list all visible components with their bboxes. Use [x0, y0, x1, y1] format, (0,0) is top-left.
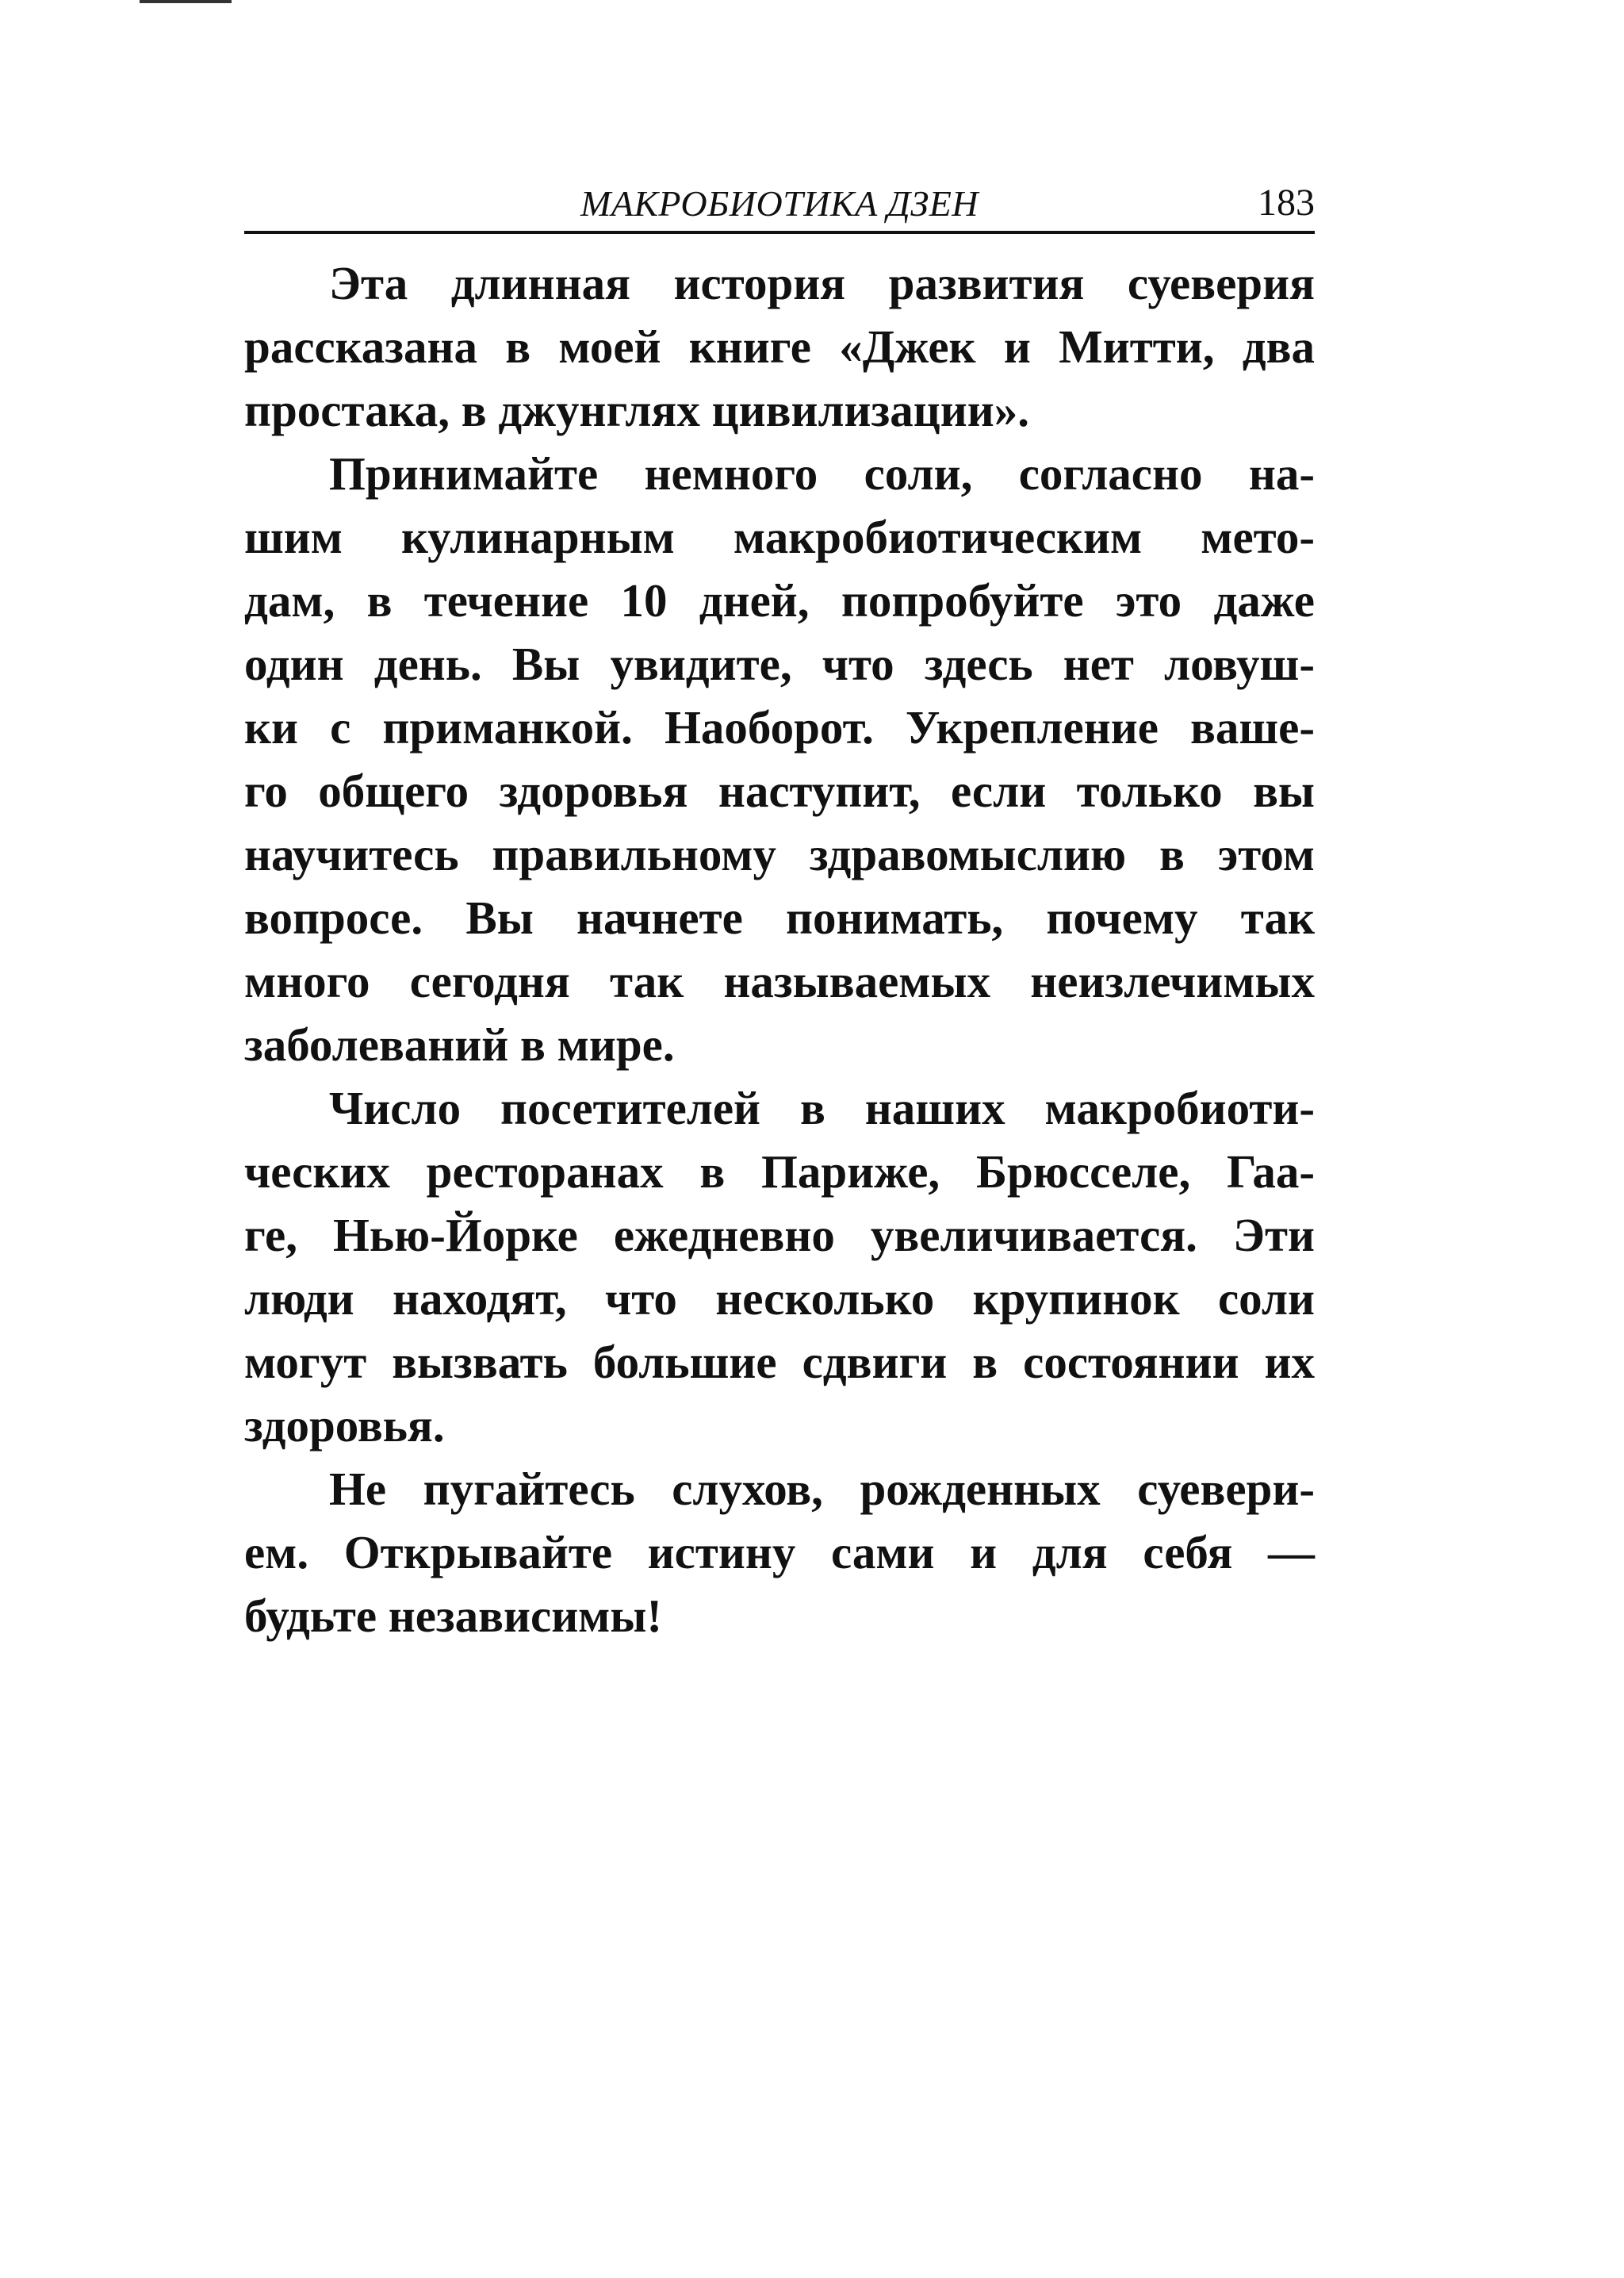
text-line: Не пугайтесь слухов, рожденных суевери-: [329, 1463, 1315, 1515]
scan-corner-mark: [140, 0, 232, 3]
body-text: [244, 251, 1315, 1647]
text-line: много сегодня так называемых неизлечимых: [244, 955, 1315, 1007]
text-line: научитесь правильному здравомыслию в этом: [244, 828, 1315, 880]
book-page: [244, 178, 1315, 1647]
text-line: рассказана в моей книге «Джек и Митти, два: [244, 320, 1315, 373]
paragraph-3: [244, 1076, 1315, 1457]
running-header: [244, 178, 1315, 234]
text-line: дам, в течение 10 дней, попробуйте это даже: [244, 574, 1315, 627]
page-number: 183: [1258, 182, 1315, 224]
text-line: Принимайте немного соли, согласно на-: [329, 447, 1315, 500]
text-line: заболеваний в мире.: [244, 1018, 675, 1071]
text-line: шим кулинарным макробиотическим мето-: [244, 511, 1315, 563]
text-line: могут вызвать большие сдвиги в состоянии их: [244, 1336, 1315, 1388]
text-line: простака, в джунглях цивилизации».: [244, 384, 1029, 436]
text-line: здоровья.: [244, 1399, 445, 1452]
paragraph-1: [244, 251, 1315, 442]
text-line: ки с приманкой. Наоборот. Укрепление ваше-: [244, 701, 1315, 754]
paragraph-2: [244, 442, 1315, 1076]
text-line: ем. Открывайте истину сами и для себя —: [244, 1526, 1315, 1578]
running-header-title: МАКРОБИОТИКА ДЗЕН: [580, 183, 979, 224]
text-line: люди находят, что несколько крупинок соли: [244, 1272, 1315, 1325]
paragraph-4: [244, 1457, 1315, 1647]
text-line: ге, Нью-Йорке ежедневно увеличивается. Эти: [244, 1209, 1315, 1261]
text-line: ческих ресторанах в Париже, Брюсселе, Гаа-: [244, 1145, 1315, 1198]
text-line: го общего здоровья наступит, если только вы: [244, 765, 1315, 817]
text-line: Число посетителей в наших макробиоти-: [329, 1082, 1315, 1134]
text-line: вопросе. Вы начнете понимать, почему так: [244, 892, 1315, 944]
text-line: будьте независимы!: [244, 1590, 663, 1642]
text-line: Эта длинная история развития суеверия: [329, 257, 1315, 309]
text-line: один день. Вы увидите, что здесь нет ловуш-: [244, 638, 1315, 690]
